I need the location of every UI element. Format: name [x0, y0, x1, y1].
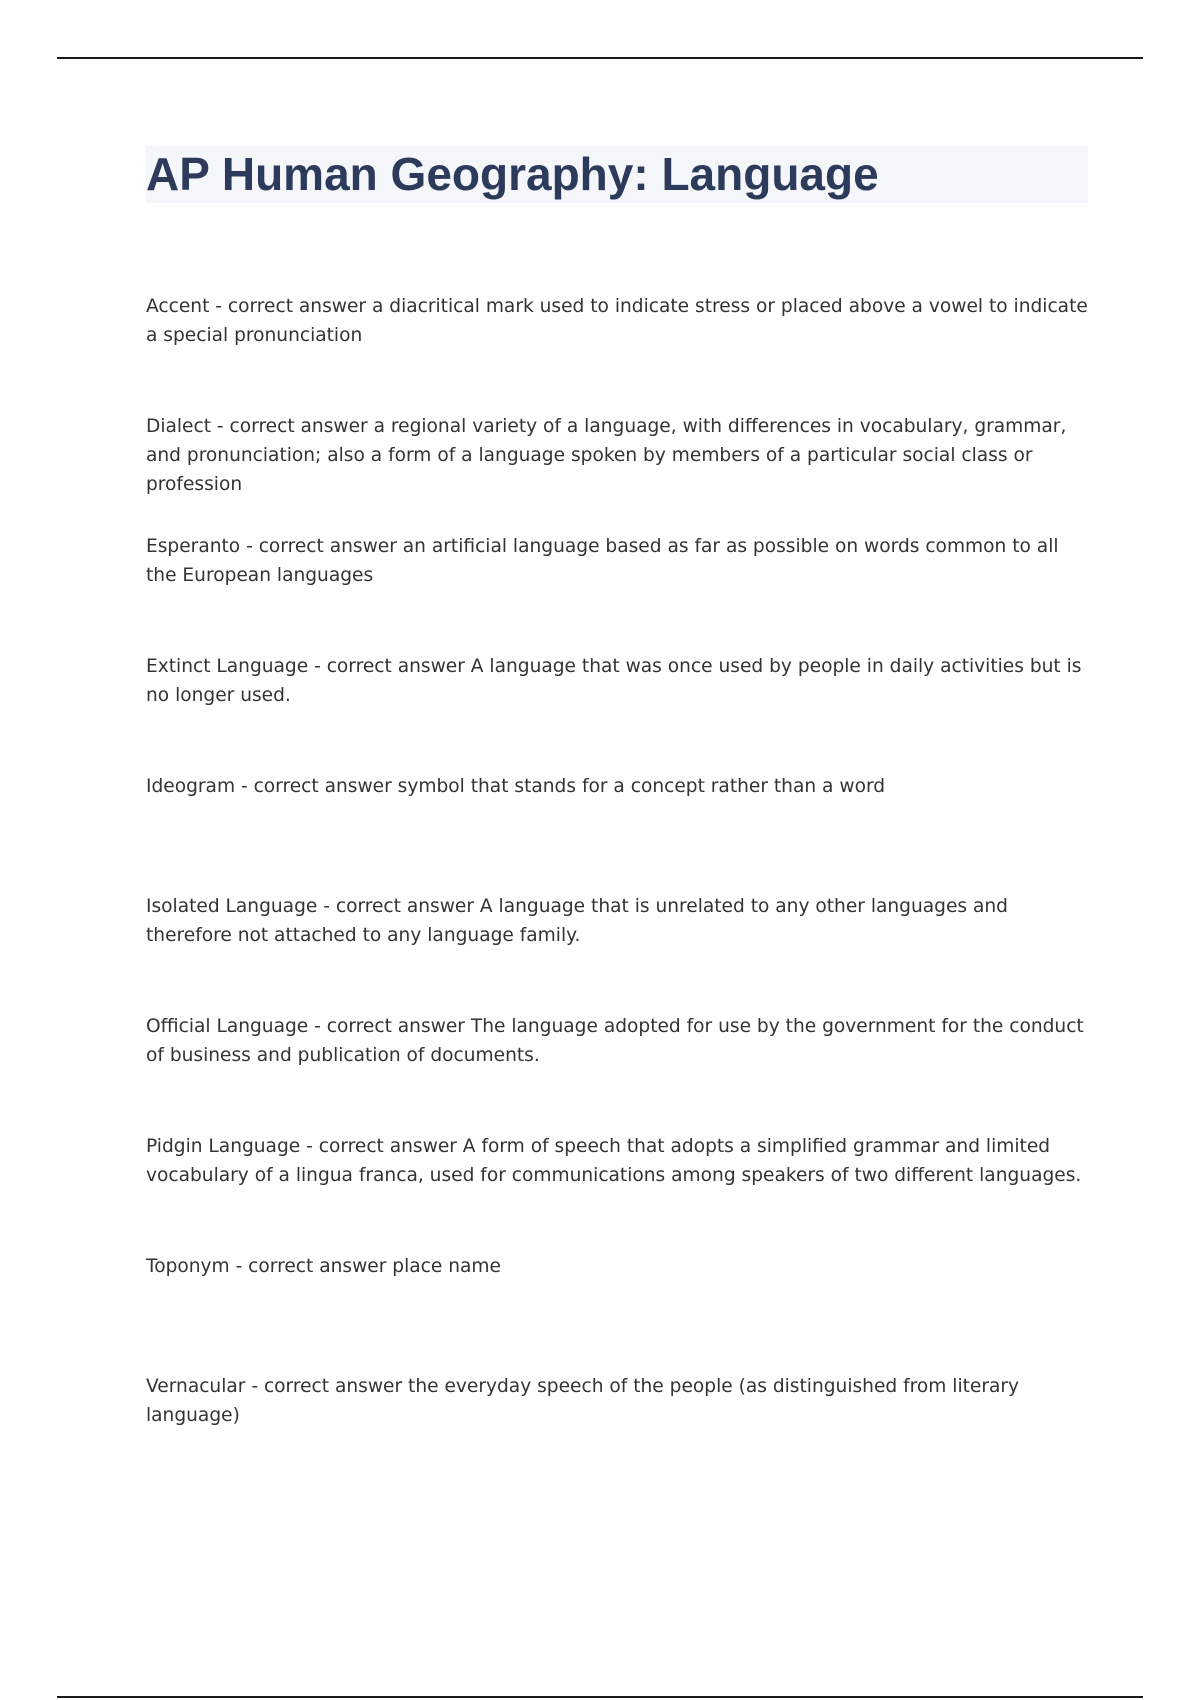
- definition-vernacular: Vernacular - correct answer the everyday speech of the people (as distinguished from literary language): [146, 1376, 1020, 1426]
- definition-official-language: Official Language - correct answer The language adopted for use by the government for the conduct of business and publication of documents.: [146, 1016, 1084, 1066]
- definition-accent: Accent - correct answer a diacritical mark used to indicate stress or placed above a vowel to indicate a special pronunciation: [146, 296, 1088, 346]
- definition-esperanto: Esperanto - correct answer an artificial language based as far as possible on words common to all the European languages: [146, 536, 1059, 586]
- definition-isolated-language: Isolated Language - correct answer A language that is unrelated to any other languages and therefore not attached to any language family.: [146, 896, 1008, 946]
- page-title: AP Human Geography: Language: [146, 148, 879, 200]
- definition-pidgin-language: Pidgin Language - correct answer A form of speech that adopts a simplified grammar and limited vocabulary of a lingua franca, used for communications among speakers of two different languages.: [146, 1136, 1082, 1186]
- definition-ideogram: Ideogram - correct answer symbol that stands for a concept rather than a word: [146, 776, 886, 797]
- definition-list: [146, 292, 1092, 1492]
- definition-extinct-language: Extinct Language - correct answer A language that was once used by people in daily activities but is no longer used.: [146, 656, 1082, 706]
- definition-toponym: Toponym - correct answer place name: [146, 1256, 501, 1277]
- top-rule: [57, 57, 1143, 59]
- bottom-rule: [57, 1696, 1143, 1698]
- definition-dialect: Dialect - correct answer a regional variety of a language, with differences in vocabulary, grammar, and pronunciation; also a form of a language spoken by members of a particular social class or profession: [146, 416, 1067, 495]
